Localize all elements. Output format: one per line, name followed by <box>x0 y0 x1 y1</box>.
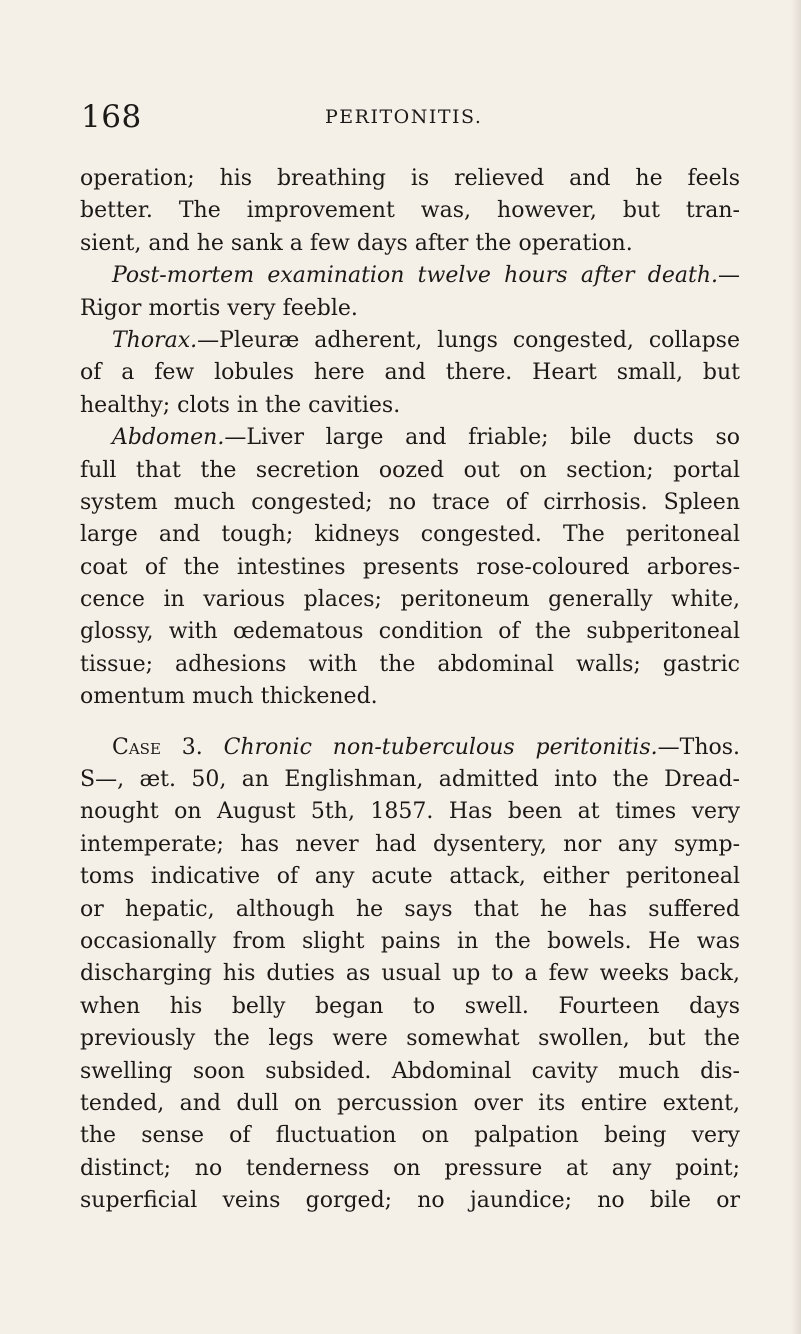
running-title: PERITONITIS. <box>325 106 483 128</box>
abdomen-text: —Liver large and friable; bile ducts so <box>224 425 740 451</box>
text-line: healthy; clots in the cavities. <box>80 392 401 418</box>
text-line: tissue; adhesions with the abdominal walls; gastric <box>80 651 740 677</box>
thorax-heading: Thorax. <box>112 327 198 353</box>
page-edge-shadow <box>791 0 801 1334</box>
text-line: swelling soon subsided. Abdominal cavity much dis- <box>80 1058 740 1084</box>
text-line: superficial veins gorged; no jaundice; no bile or <box>80 1188 740 1214</box>
text-line: the sense of fluctuation on palpation being very <box>80 1123 740 1149</box>
text-line: occasionally from slight pains in the bowels. He was <box>80 928 740 954</box>
case-label: Case 3. <box>112 734 203 760</box>
text-line: distinct; no tenderness on pressure at any point; <box>80 1155 740 1181</box>
text-line: intemperate; has never had dysentery, nor any symp- <box>80 831 740 857</box>
post-mortem-heading-line <box>80 260 740 292</box>
thorax-line <box>80 325 740 357</box>
text-line: of a few lobules here and there. Heart small, but <box>80 360 740 386</box>
text-line: discharging his duties as usual up to a few weeks back, <box>80 961 740 987</box>
text-line: S—, æt. 50, an Englishman, admitted into the Dread- <box>80 767 740 793</box>
abdomen-heading: Abdomen. <box>112 425 225 451</box>
text-line: full that the secretion oozed out on section; portal <box>80 457 740 483</box>
text-line: Rigor mortis very feeble. <box>80 295 358 321</box>
case-text: —Thos. <box>657 734 741 760</box>
body-text <box>80 163 740 1218</box>
post-mortem-heading: Post-mortem examination twelve hours after death. <box>112 263 718 289</box>
text-line: sient, and he sank a few days after the operation. <box>80 230 633 256</box>
text-line: operation; his breathing is relieved and he feels <box>80 166 740 191</box>
thorax-text: —Pleuræ adherent, lungs congested, collapse <box>197 327 740 353</box>
heading-dash: — <box>718 263 740 289</box>
text-line: coat of the intestines presents rose-coloured arbores- <box>80 554 740 580</box>
page-number: 168 <box>81 99 142 135</box>
paragraph-gap <box>80 714 740 732</box>
text-line: previously the legs were somewhat swollen, but the <box>80 1026 740 1052</box>
text-line: omentum much thickened. <box>80 684 378 710</box>
text-line: nought on August 5th, 1857. Has been at times very <box>80 799 740 825</box>
text-line: glossy, with œdematous condition of the subperitoneal <box>80 619 740 645</box>
text-line: better. The improvement was, however, but tran- <box>80 198 740 224</box>
text-line: cence in various places; peritoneum generally white, <box>80 587 740 613</box>
running-head <box>81 97 721 137</box>
text-line: toms indicative of any acute attack, either peritoneal <box>80 864 740 890</box>
text-line: or hepatic, although he says that he has suffered <box>80 896 740 922</box>
case-title: Chronic non-tuberculous peritonitis. <box>223 734 658 760</box>
text-line: tended, and dull on percussion over its entire extent, <box>80 1090 740 1116</box>
abdomen-line <box>80 422 740 454</box>
text-line: when his belly began to swell. Fourteen days <box>80 993 740 1019</box>
text-line: large and tough; kidneys congested. The peritoneal <box>80 522 740 548</box>
text-line: system much congested; no trace of cirrhosis. Spleen <box>80 489 740 515</box>
case-heading-line <box>80 732 740 764</box>
